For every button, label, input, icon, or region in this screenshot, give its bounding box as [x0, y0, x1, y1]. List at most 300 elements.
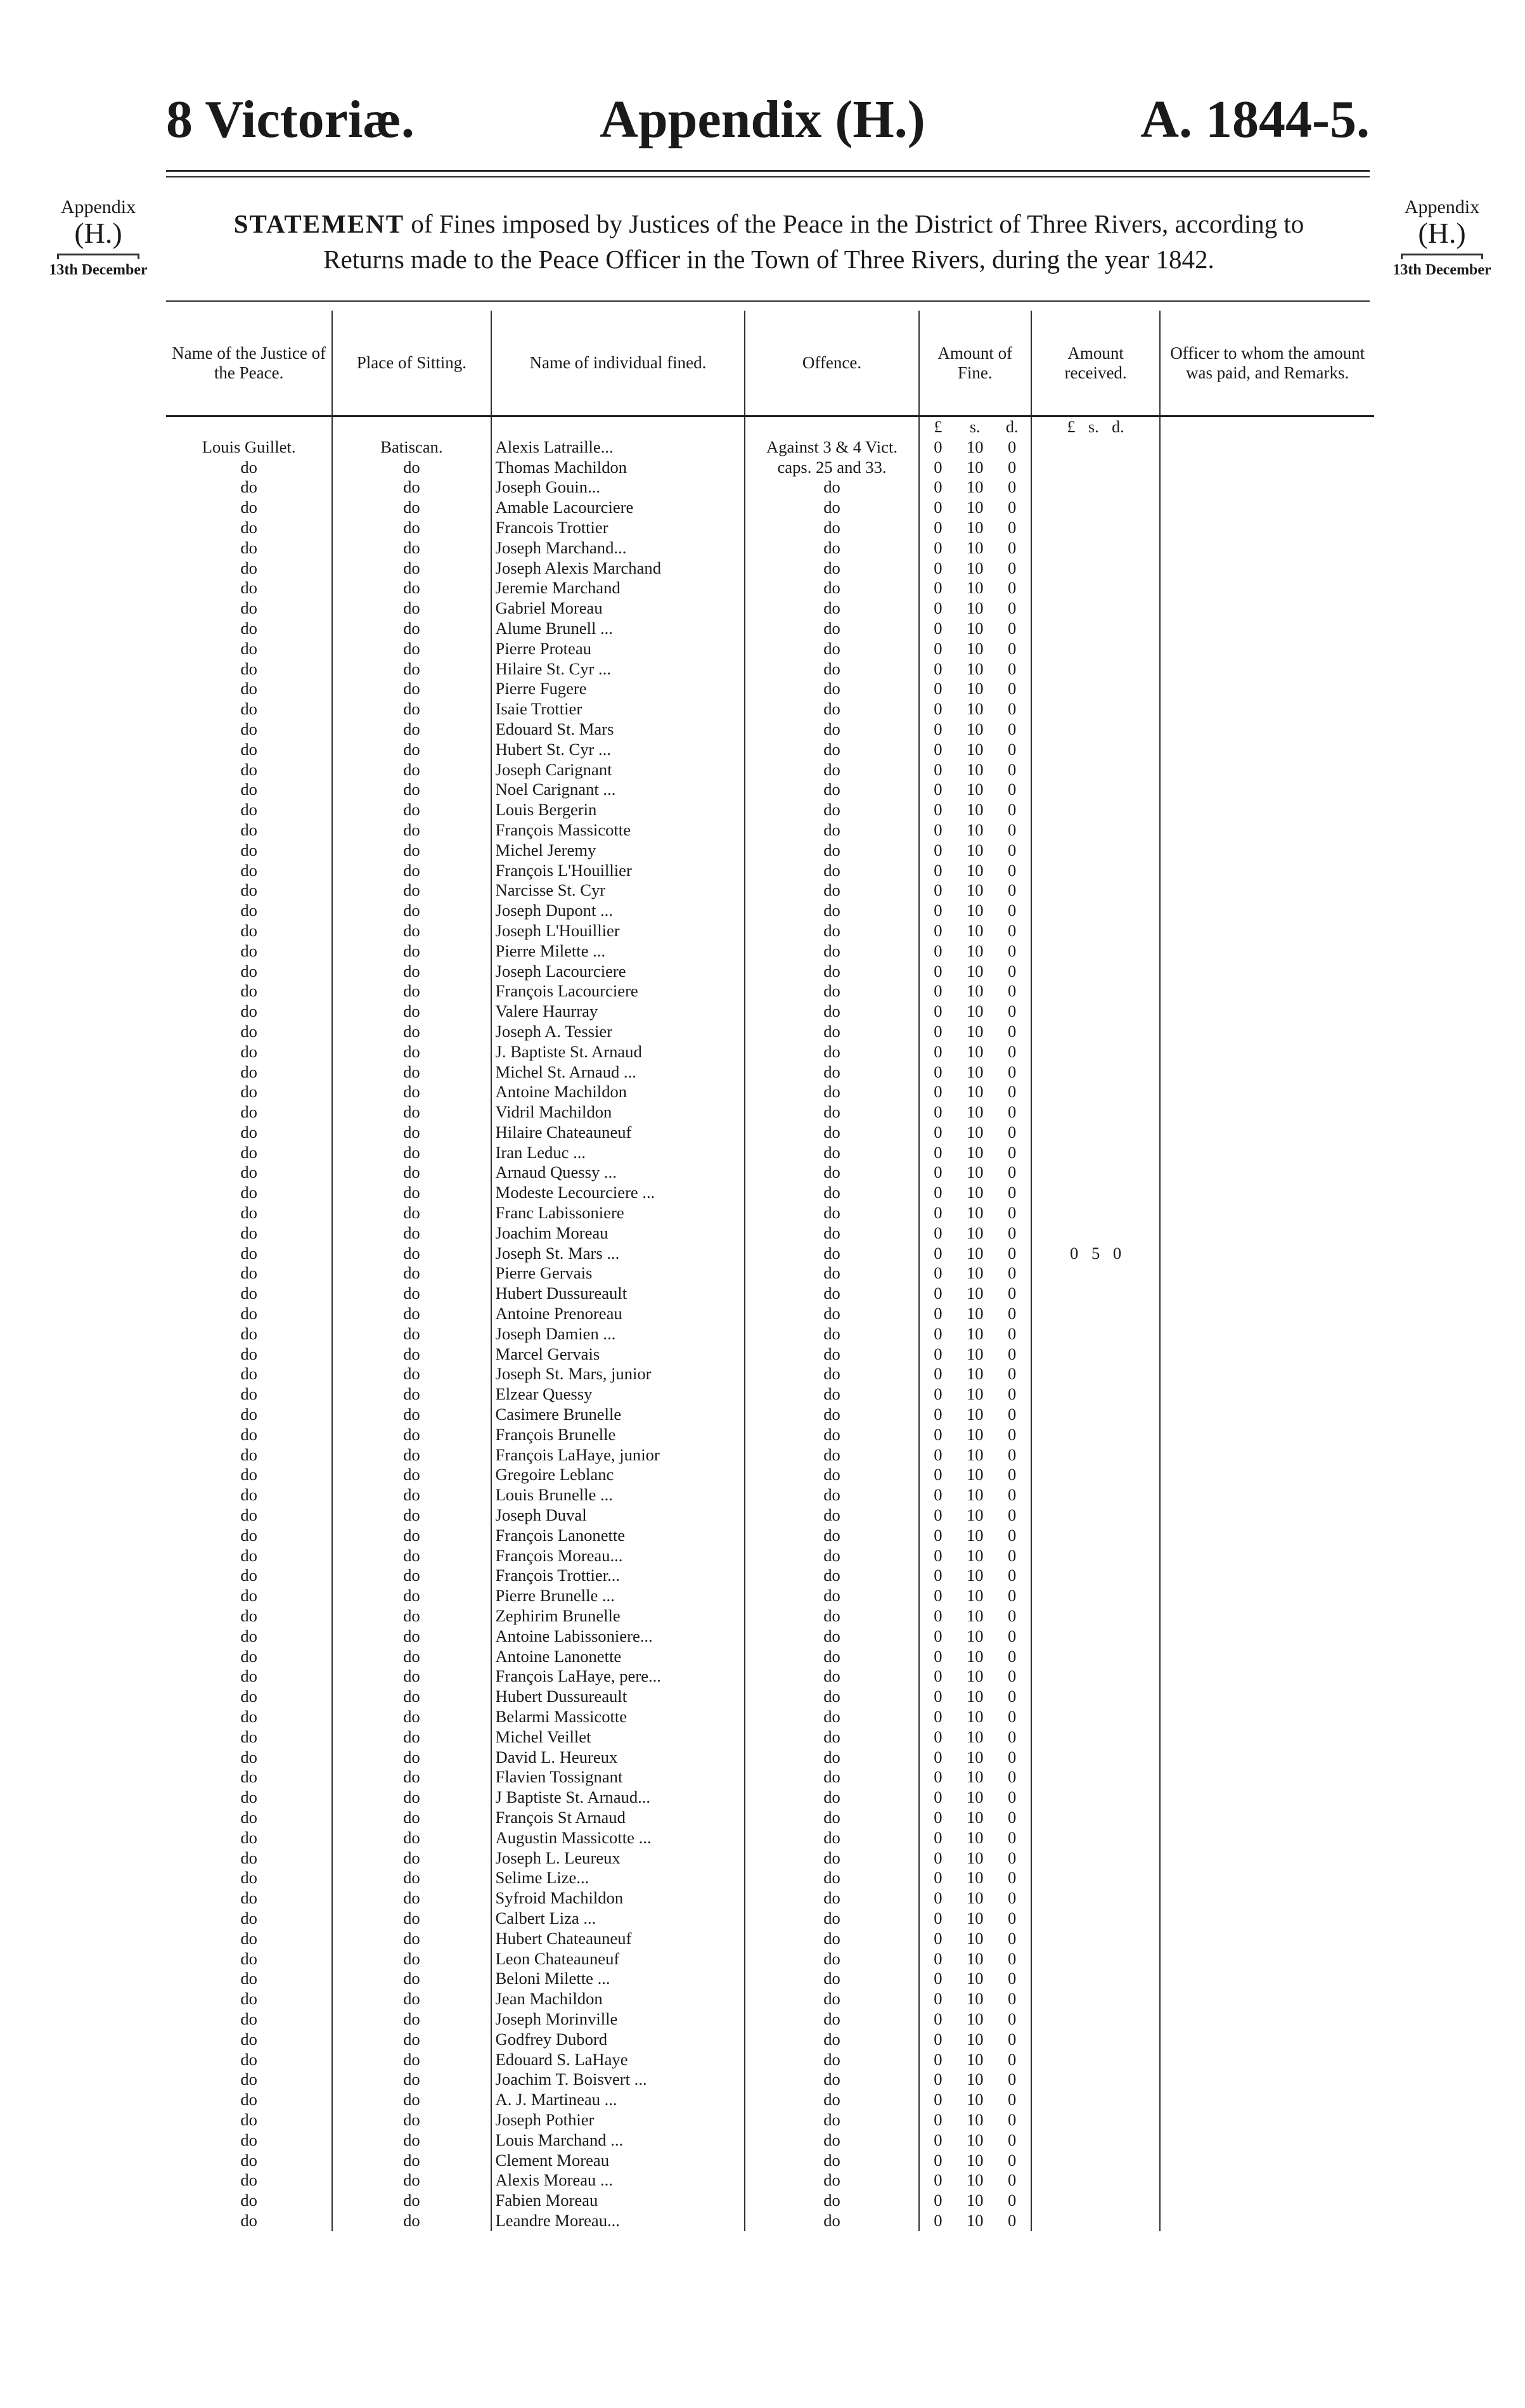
table-row [166, 538, 1374, 558]
fine-shilling-cell: 10 [966, 1263, 984, 1283]
justice-cell: do [240, 941, 257, 960]
place-cell: do [332, 1748, 491, 1768]
individual-cell: Valere Haurray [491, 1001, 745, 1022]
place-cell: do [332, 1162, 491, 1183]
received-cell [1031, 1909, 1160, 1929]
offence-cell: do [745, 1344, 918, 1365]
individual-cell: Pierre Milette ... [491, 941, 745, 962]
individual-cell: Noel Carignant ... [491, 780, 745, 800]
place-cell: do [332, 1546, 491, 1566]
fine-pound-cell: 0 [919, 477, 956, 498]
place-cell: do [332, 1989, 491, 2009]
remarks-cell [1160, 1162, 1374, 1183]
fine-pence-cell: 0 [1008, 498, 1017, 517]
fine-shilling-cell: 10 [966, 1827, 984, 1847]
offence-cell: do [745, 1445, 918, 1465]
justice-cell: do [240, 1989, 257, 2009]
fine-pound-cell: 0 [919, 1123, 956, 1143]
table-row [166, 1162, 1374, 1183]
remarks-cell [1160, 1787, 1374, 1808]
remarks-cell [1160, 1929, 1374, 1949]
fine-shilling-cell: 10 [966, 981, 984, 1001]
offence-cell: do [745, 1888, 918, 1909]
place-cell: do [332, 598, 491, 619]
col-received: Amount received. [1031, 311, 1160, 416]
individual-cell: J. Baptiste St. Arnaud [491, 1042, 745, 1062]
justice-cell: do [240, 1082, 257, 1102]
individual-cell: Leon Chateauneuf [491, 1949, 745, 1969]
table-row [166, 1586, 1374, 1606]
place-cell: do [332, 1687, 491, 1707]
table-row [166, 1485, 1374, 1505]
statement-title [165, 206, 1373, 277]
fine-shilling-cell: 10 [966, 1203, 984, 1223]
remarks-cell [1160, 2090, 1374, 2110]
offence-cell: do [745, 1868, 918, 1888]
fine-shilling-cell: 10 [966, 2170, 984, 2190]
received-cell [1031, 1546, 1160, 1566]
justice-cell: do [240, 1505, 257, 1525]
fine-shilling-cell: 10 [966, 477, 984, 497]
place-cell: do [332, 1042, 491, 1062]
fine-pence-cell: 0 [1008, 1969, 1017, 1988]
statement-title-bold: STATEMENT [233, 209, 405, 238]
fine-shilling-cell: 10 [966, 1666, 984, 1686]
justice-cell: do [240, 1384, 257, 1404]
fine-pence-cell: 0 [1008, 2191, 1017, 2210]
table-row [166, 840, 1374, 861]
fine-pence-cell: 0 [1008, 800, 1017, 820]
remarks-cell [1160, 1445, 1374, 1465]
offence-cell: do [745, 1828, 918, 1848]
appendix-title: Appendix (H.) [600, 90, 925, 149]
table-row [166, 1748, 1374, 1768]
justice-cell: do [240, 1666, 257, 1686]
offence-cell: do [745, 1748, 918, 1768]
remarks-cell [1160, 659, 1374, 679]
remarks-cell [1160, 1042, 1374, 1062]
received-cell [1031, 498, 1160, 518]
table-row [166, 1304, 1374, 1324]
individual-cell: Franc Labissoniere [491, 1203, 745, 1223]
justice-cell: do [240, 1162, 257, 1182]
fine-pound-cell: 0 [919, 1162, 956, 1183]
fine-pound-cell: 0 [919, 1042, 956, 1062]
justice-cell: do [240, 1405, 257, 1424]
remarks-cell [1160, 2170, 1374, 2191]
individual-cell: Alexis Moreau ... [491, 2170, 745, 2191]
individual-cell: Alume Brunell ... [491, 619, 745, 639]
fine-pound-cell: 0 [919, 598, 956, 619]
remarks-cell [1160, 1989, 1374, 2009]
table-row [166, 1123, 1374, 1143]
received-cell [1031, 598, 1160, 619]
received-cell [1031, 1344, 1160, 1365]
fine-pound-head: £ [919, 416, 956, 437]
received-cell [1031, 1808, 1160, 1828]
place-cell: do [332, 1647, 491, 1667]
received-cell [1031, 1647, 1160, 1667]
statement-title-line2: Returns made to the Peace Officer in the Town of Three Rivers, during the year 1842. [323, 245, 1214, 274]
fine-shilling-cell: 10 [966, 2130, 984, 2149]
fine-pence-cell: 0 [1008, 2009, 1017, 2028]
table-row [166, 1989, 1374, 2009]
individual-cell: Edouard St. Mars [491, 719, 745, 740]
individual-cell: Modeste Lecourciere ... [491, 1183, 745, 1203]
table-row [166, 1445, 1374, 1465]
col-justice: Name of the Justice of the Peace. [166, 311, 332, 416]
fine-pence-cell: 0 [1008, 961, 1017, 981]
received-cell [1031, 880, 1160, 901]
offence-cell: do [745, 1526, 918, 1546]
justice-cell: do [240, 1787, 257, 1807]
offence-cell: do [745, 619, 918, 639]
fine-pound-cell: 0 [919, 1929, 956, 1949]
justice-cell: do [240, 679, 257, 699]
place-cell: do [332, 1102, 491, 1123]
individual-cell: Marcel Gervais [491, 1344, 745, 1365]
fine-pence-cell: 0 [1008, 1041, 1017, 1061]
fine-pound-cell: 0 [919, 518, 956, 538]
remarks-cell [1160, 1284, 1374, 1304]
table-row [166, 820, 1374, 840]
table-row [166, 1526, 1374, 1546]
received-cell [1031, 558, 1160, 579]
individual-cell: Joseph Duval [491, 1505, 745, 1526]
place-cell: do [332, 2110, 491, 2130]
fine-pound-cell: 0 [919, 1586, 956, 1606]
fine-pound-cell: 0 [919, 2030, 956, 2050]
justice-cell: do [240, 1928, 257, 1948]
fine-pound-cell: 0 [919, 679, 956, 699]
table-row [166, 1969, 1374, 1989]
statement-title-rest: of Fines imposed by Justices of the Peace in the District of Three Rivers, according to [404, 209, 1304, 238]
fine-pound-cell: 0 [919, 2211, 956, 2231]
place-cell: do [332, 2030, 491, 2050]
received-cell [1031, 518, 1160, 538]
fine-pence-cell: 0 [1008, 1827, 1017, 1847]
justice-cell: do [240, 618, 257, 638]
side-note-right-line2: (H.) [1418, 217, 1466, 249]
offence-cell: do [745, 1203, 918, 1223]
table-row [166, 2211, 1374, 2231]
received-cell [1031, 719, 1160, 740]
remarks-cell [1160, 2211, 1374, 2231]
fine-shilling-cell: 10 [966, 457, 984, 477]
offence-cell: do [745, 1102, 918, 1123]
table-row [166, 2110, 1374, 2130]
fine-pound-cell: 0 [919, 538, 956, 558]
justice-cell: do [240, 739, 257, 759]
offence-cell: do [745, 1909, 918, 1929]
fine-shilling-cell: 10 [966, 1102, 984, 1122]
fine-pence-cell: 0 [1008, 920, 1017, 940]
fine-shilling-cell: 10 [966, 1082, 984, 1102]
remarks-cell [1160, 437, 1374, 458]
justice-cell: Louis Guillet. [202, 437, 296, 456]
received-cell [1031, 1284, 1160, 1304]
fine-shilling-cell: 10 [966, 961, 984, 981]
fine-pence-cell: 0 [1008, 1323, 1017, 1343]
offence-cell: do [745, 1687, 918, 1707]
table-row [166, 1707, 1374, 1727]
fine-pound-cell: 0 [919, 840, 956, 861]
table-row [166, 1384, 1374, 1405]
offence-cell: do [745, 2191, 918, 2211]
individual-cell: Alexis Latraille... [491, 437, 745, 458]
fine-pound-cell: 0 [919, 1666, 956, 1687]
individual-cell: Pierre Gervais [491, 1263, 745, 1284]
fine-shilling-cell: 10 [966, 1767, 984, 1787]
received-cell [1031, 1183, 1160, 1203]
remarks-cell [1160, 1767, 1374, 1787]
fine-shilling-cell: 10 [966, 1566, 984, 1585]
table-row [166, 1888, 1374, 1909]
individual-cell: Godfrey Dubord [491, 2030, 745, 2050]
received-cell [1031, 1505, 1160, 1526]
col-place: Place of Sitting. [332, 311, 491, 416]
remarks-cell [1160, 2151, 1374, 2171]
fine-pence-cell: 0 [1008, 437, 1017, 456]
place-cell: do [332, 1405, 491, 1425]
year-title: A. 1844-5. [1140, 90, 1370, 149]
received-cell [1031, 1001, 1160, 1022]
fine-shilling-cell: 10 [966, 1586, 984, 1606]
fine-shilling-cell: 10 [966, 780, 984, 799]
place-cell: do [332, 2170, 491, 2191]
justice-cell: do [240, 517, 257, 537]
table-row [166, 1143, 1374, 1163]
table-row [166, 880, 1374, 901]
table-row [166, 962, 1374, 982]
fine-shilling-cell: 10 [966, 2150, 984, 2170]
place-cell: do [332, 1304, 491, 1324]
fine-pound-cell: 0 [919, 1727, 956, 1748]
fine-shilling-cell: 10 [966, 1868, 984, 1888]
justice-cell: do [240, 2109, 257, 2129]
fine-shilling-cell: 10 [966, 1021, 984, 1041]
fine-pound-cell: 0 [919, 1868, 956, 1888]
justice-cell: do [240, 1948, 257, 1968]
fine-pound-cell: 0 [919, 2191, 956, 2211]
fine-shilling-cell: 10 [966, 1384, 984, 1404]
justice-cell: do [240, 1545, 257, 1565]
fine-pound-cell: 0 [919, 1223, 956, 1244]
fine-pound-cell: 0 [919, 1606, 956, 1626]
place-cell: Batiscan. [332, 437, 491, 458]
fine-pence-cell: 0 [1008, 2049, 1017, 2069]
fine-pound-cell: 0 [919, 740, 956, 760]
individual-cell: Joseph A. Tessier [491, 1022, 745, 1042]
remarks-cell [1160, 1566, 1374, 1586]
individual-cell: Zephirim Brunelle [491, 1606, 745, 1626]
fine-pound-cell: 0 [919, 1888, 956, 1909]
received-cell [1031, 679, 1160, 699]
fine-pound-cell: 0 [919, 1062, 956, 1083]
offence-cell: do [745, 2130, 918, 2151]
table-row [166, 800, 1374, 820]
received-cell [1031, 2050, 1160, 2070]
individual-cell: Leandre Moreau... [491, 2211, 745, 2231]
fines-table [166, 311, 1374, 2231]
received-cell [1031, 1324, 1160, 1344]
fine-pence-cell: 0 [1008, 1807, 1017, 1827]
fine-pound-cell: 0 [919, 1526, 956, 1546]
remarks-cell [1160, 740, 1374, 760]
place-cell: do [332, 1244, 491, 1264]
fine-pound-cell: 0 [919, 2090, 956, 2110]
remarks-cell [1160, 477, 1374, 498]
place-cell: do [332, 1263, 491, 1284]
fine-pound-cell: 0 [919, 880, 956, 901]
fine-pence-cell: 0 [1008, 1687, 1017, 1706]
received-cell [1031, 1445, 1160, 1465]
fine-pence-cell: 0 [1008, 618, 1017, 638]
offence-cell: do [745, 1727, 918, 1748]
fine-pound-cell: 0 [919, 2110, 956, 2130]
individual-cell: François LaHaye, junior [491, 1445, 745, 1465]
place-cell: do [332, 1828, 491, 1848]
individual-cell: Hubert Dussureault [491, 1687, 745, 1707]
col-fine: Amount of Fine. [919, 311, 1031, 416]
place-cell: do [332, 719, 491, 740]
fine-shilling-cell: 10 [966, 1142, 984, 1162]
table-row [166, 1687, 1374, 1707]
fine-shilling-cell: 10 [966, 820, 984, 839]
place-cell: do [332, 1344, 491, 1365]
fine-pound-cell: 0 [919, 2070, 956, 2090]
received-cell [1031, 578, 1160, 598]
received-cell [1031, 1082, 1160, 1102]
fine-pence-cell: 0 [1008, 1787, 1017, 1807]
offence-cell: do [745, 1304, 918, 1324]
justice-cell: do [240, 578, 257, 598]
remarks-cell [1160, 1324, 1374, 1344]
justice-cell: do [240, 820, 257, 839]
table-row [166, 1062, 1374, 1083]
remarks-cell [1160, 558, 1374, 579]
table-row [166, 1001, 1374, 1022]
remarks-cell [1160, 1465, 1374, 1485]
place-cell: do [332, 1888, 491, 1909]
place-cell: do [332, 1707, 491, 1727]
remarks-cell [1160, 2110, 1374, 2130]
table-row [166, 1082, 1374, 1102]
table-row [166, 2130, 1374, 2151]
fine-pence-cell: 0 [1008, 1747, 1017, 1767]
individual-cell: Joseph Dupont ... [491, 901, 745, 921]
received-cell: 0 5 0 [1031, 1244, 1160, 1264]
fine-pence-cell: 0 [1008, 1424, 1017, 1444]
individual-cell: Hilaire St. Cyr ... [491, 659, 745, 679]
received-cell [1031, 1767, 1160, 1787]
fine-pence-cell: 0 [1008, 1888, 1017, 1908]
fine-pound-cell: 0 [919, 1364, 956, 1384]
justice-cell: do [240, 2170, 257, 2190]
received-cell [1031, 2170, 1160, 2191]
received-cell [1031, 1102, 1160, 1123]
fine-pence-cell: 0 [1008, 1868, 1017, 1888]
remarks-cell [1160, 1082, 1374, 1102]
fine-shilling-cell: 10 [966, 1687, 984, 1706]
justice-cell: do [240, 840, 257, 860]
justice-cell: do [240, 1827, 257, 1847]
table-row [166, 679, 1374, 699]
offence-cell: do [745, 1042, 918, 1062]
place-cell: do [332, 740, 491, 760]
title-rule [166, 300, 1370, 302]
received-cell [1031, 639, 1160, 659]
fine-shilling-cell: 10 [966, 1162, 984, 1182]
individual-cell: Joseph Carignant [491, 760, 745, 780]
justice-cell: do [240, 719, 257, 738]
place-cell: do [332, 1929, 491, 1949]
place-cell: do [332, 699, 491, 719]
table-row [166, 1284, 1374, 1304]
offence-cell: do [745, 1162, 918, 1183]
fine-shilling-cell: 10 [966, 437, 984, 456]
individual-cell: François Moreau... [491, 1546, 745, 1566]
justice-cell: do [240, 1122, 257, 1142]
header-rule-bottom [166, 176, 1370, 177]
remarks-cell [1160, 800, 1374, 820]
fine-shilling-cell: 10 [966, 901, 984, 920]
individual-cell: Gabriel Moreau [491, 598, 745, 619]
received-cell [1031, 659, 1160, 679]
individual-cell: Jean Machildon [491, 1989, 745, 2009]
remarks-cell [1160, 1687, 1374, 1707]
offence-cell: do [745, 1787, 918, 1808]
fine-shilling-cell: 10 [966, 1041, 984, 1061]
fine-shilling-cell: 10 [966, 1505, 984, 1525]
justice-cell: do [240, 920, 257, 940]
place-cell: do [332, 1062, 491, 1083]
page-header [0, 82, 1525, 158]
place-cell: do [332, 1143, 491, 1163]
remarks-cell [1160, 1505, 1374, 1526]
fine-pence-cell: 0 [1008, 1566, 1017, 1585]
received-cell [1031, 1707, 1160, 1727]
received-cell [1031, 2211, 1160, 2231]
received-cell [1031, 1687, 1160, 1707]
justice-cell: do [240, 1606, 257, 1626]
fine-shilling-cell: 10 [966, 1364, 984, 1384]
fine-pence-cell: 0 [1008, 2210, 1017, 2230]
fine-pence-cell: 0 [1008, 1606, 1017, 1626]
table-row [166, 2151, 1374, 2171]
received-cell [1031, 861, 1160, 881]
received-cell [1031, 1586, 1160, 1606]
offence-cell: do [745, 1405, 918, 1425]
fine-pound-cell: 0 [919, 1324, 956, 1344]
table-row [166, 1566, 1374, 1586]
remarks-cell [1160, 1022, 1374, 1042]
fine-pound-cell: 0 [919, 1183, 956, 1203]
place-cell: do [332, 2211, 491, 2231]
remarks-cell [1160, 1183, 1374, 1203]
fine-pence-cell: 0 [1008, 880, 1017, 900]
place-cell: do [332, 1284, 491, 1304]
received-cell [1031, 962, 1160, 982]
fine-pence-cell: 0 [1008, 860, 1017, 880]
justice-cell: do [240, 2009, 257, 2028]
brace-left [57, 254, 139, 259]
place-cell: do [332, 1626, 491, 1647]
justice-cell: do [240, 880, 257, 900]
individual-cell: Beloni Milette ... [491, 1969, 745, 1989]
offence-cell: do [745, 1969, 918, 1989]
fine-pence-head: d. [1005, 418, 1019, 436]
